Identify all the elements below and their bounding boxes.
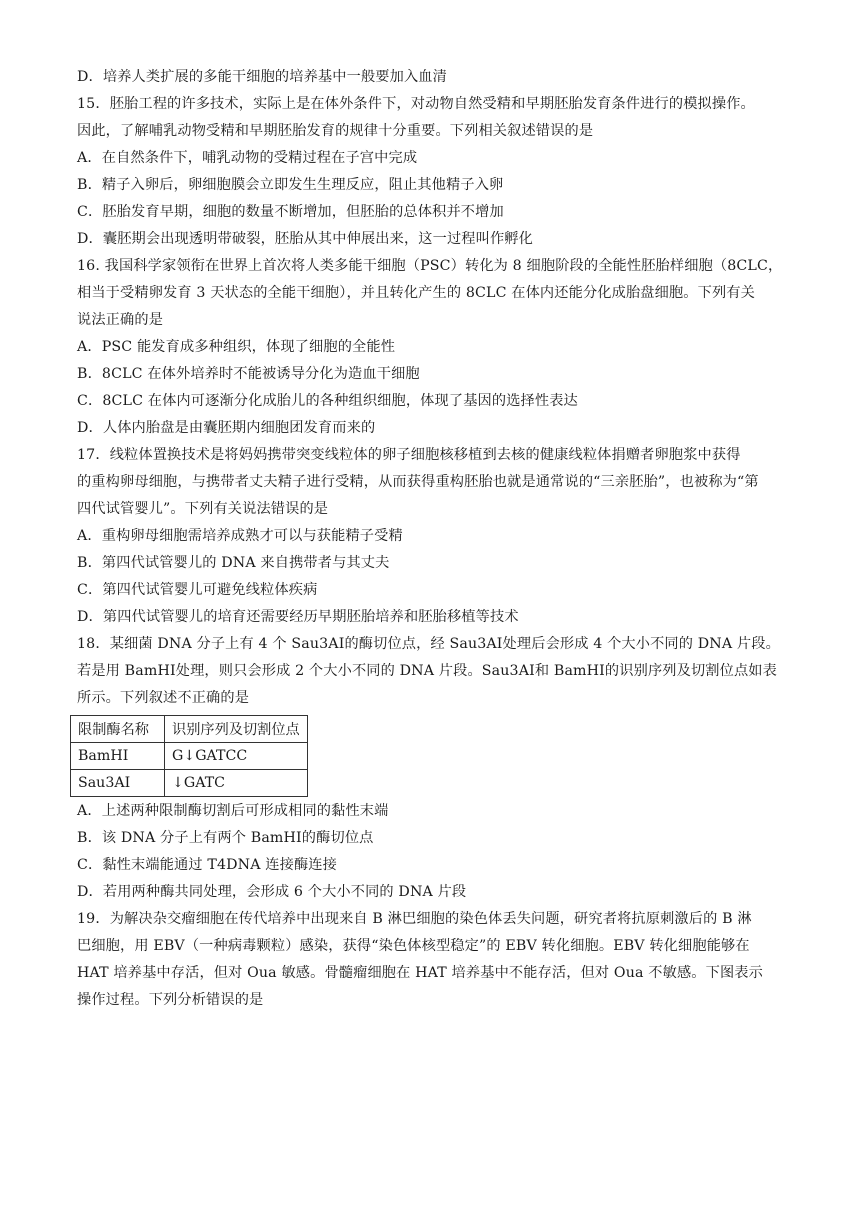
q16-stem-line-3: 说法正确的是 [77,312,164,328]
table-header-cell: 识别序列及切割位点 [165,716,308,743]
q15-option-d: D．囊胚期会出现透明带破裂，胚胎从其中伸展出来，这一过程叫作孵化 [77,231,533,247]
q15-option-b: B．精子入卵后，卵细胞膜会立即发生生理反应，阻止其他精子入卵 [77,177,504,193]
q15-option-c: C．胚胎发育早期，细胞的数量不断增加，但胚胎的总体积并不增加 [77,204,504,220]
q18-stem-line-3: 所示。下列叙述不正确的是 [77,690,250,706]
table-cell: BamHI [71,743,165,770]
q19-stem-line-4: 操作过程。下列分析错误的是 [77,992,264,1008]
table-cell: Sau3AI [71,770,165,797]
q19-stem-line-3: HAT 培养基中存活，但对 Oua 敏感。骨髓瘤细胞在 HAT 培养基中不能存活，但对 Oua 不敏感。下图表示 [77,965,763,981]
q19-stem-line-1: 19．为解决杂交瘤细胞在传代培养中出现来自 B 淋巴细胞的染色体丢失问题，研究者将抗原刺激后的 B 淋 [77,911,752,927]
q16-stem-line-1: 16. 我国科学家领衔在世界上首次将人类多能干细胞（PSC）转化为 8 细胞阶段的全能性胚胎样细胞（8CLC， [77,258,783,274]
table-row [71,743,308,770]
q15-option-a: A．在自然条件下，哺乳动物的受精过程在子宫中完成 [77,150,418,166]
q18-stem-line-2: 若是用 BamHI处理，则只会形成 2 个大小不同的 DNA 片段。Sau3AI和 BamHI的识别序列及切割位点如表 [77,663,777,679]
q17-option-b: B．第四代试管婴儿的 DNA 来自携带者与其丈夫 [77,555,390,571]
q17-option-d: D．第四代试管婴儿的培育还需要经历早期胚胎培养和胚胎移植等技术 [77,609,519,625]
q18-stem-line-1: 18．某细菌 DNA 分子上有 4 个 Sau3AI的酶切位点，经 Sau3AI处理后会形成 4 个大小不同的 DNA 片段。 [77,636,780,652]
q15-stem-line-2: 因此，了解哺乳动物受精和早期胚胎发育的规律十分重要。下列相关叙述错误的是 [77,123,594,139]
table-cell: G↓GATCC [165,743,308,770]
q16-option-a: A．PSC 能发育成多种组织，体现了细胞的全能性 [77,339,396,355]
q17-option-a: A．重构卵母细胞需培养成熟才可以与获能精子受精 [77,528,403,544]
q16-option-b: B．8CLC 在体外培养时不能被诱导分化为造血干细胞 [77,366,420,382]
table-cell: ↓GATC [165,770,308,797]
q18-option-a: A．上述两种限制酶切割后可形成相同的黏性末端 [77,803,389,819]
q18-option-d: D．若用两种酶共同处理，会形成 6 个大小不同的 DNA 片段 [77,884,467,900]
q17-option-c: C．第四代试管婴儿可避免线粒体疾病 [77,582,318,598]
q18-option-b: B．该 DNA 分子上有两个 BamHI的酶切位点 [77,830,374,846]
q19-stem-line-2: 巴细胞，用 EBV（一种病毒颗粒）感染，获得“染色体核型稳定”的 EBV 转化细胞。EBV 转化细胞能够在 [77,938,750,954]
q16-stem-line-2: 相当于受精卵发育 3 天状态的全能干细胞），并且转化产生的 8CLC 在体内还能分化成胎盘细胞。下列有关 [77,285,755,301]
q16-option-d: D．人体内胎盘是由囊胚期内细胞团发育而来的 [77,420,376,436]
enzyme-table [70,715,308,797]
q16-option-c: C．8CLC 在体内可逐渐分化成胎儿的各种组织细胞，体现了基因的选择性表达 [77,393,578,409]
q18-option-c: C．黏性末端能通过 T4DNA 连接酶连接 [77,857,337,873]
q14-option-d: D．培养人类扩展的多能干细胞的培养基中一般要加入血清 [77,69,447,85]
q17-stem-line-1: 17．线粒体置换技术是将妈妈携带突变线粒体的卵子细胞核移植到去核的健康线粒体捐赠者卵胞浆中获得 [77,447,741,463]
q15-stem-line-1: 15．胚胎工程的许多技术，实际上是在体外条件下，对动物自然受精和早期胚胎发育条件进行的模拟操作。 [77,96,755,112]
table-header-row [71,716,308,743]
q17-stem-line-3: 四代试管婴儿”。下列有关说法错误的是 [77,501,329,517]
table-header-cell: 限制酶名称 [71,716,165,743]
q17-stem-line-2: 的重构卵母细胞，与携带者丈夫精子进行受精，从而获得重构胚胎也就是通常说的“三亲胚胎”，也被称为“第 [77,474,759,490]
table-row [71,770,308,797]
